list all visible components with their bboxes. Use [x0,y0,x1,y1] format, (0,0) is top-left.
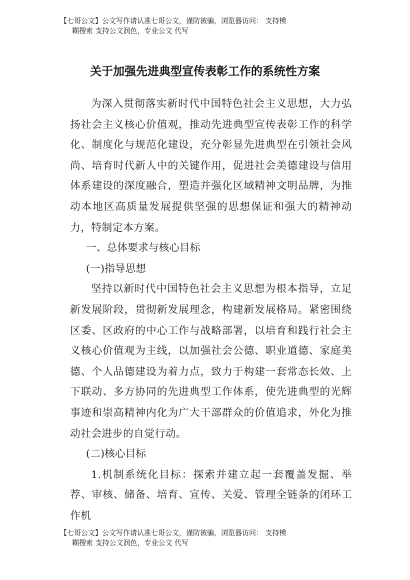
guiding-ideology-paragraph: 坚持以新时代中国特色社会主义思想为根本指导，立足新发展阶段，贯彻新发展理念，构建新发展格局。紧密围绕区委、区政府的中心工作与战略部署，以培育和践行社会主义核心价值观为主线，以加强社会公德、职业道德、家庭美德、个人品德建设为着力点，致力于构建一套常态长效、上下联动、多方协同的先进典型工作体系，使先进典型的光辉事迹和崇高精神内化为广大干部群众的价值追求，外化为推动社会进步的自觉行动。 [70,283,352,440]
goal-1-paragraph: 1.机制系统化目标：探索并建立起一套覆盖发掘、举荐、审核、储备、培育、宣传、关爱、管理全链条的闭环工作机 [70,468,352,522]
section-heading-1: 一、总体要求与核心目标 [86,242,201,255]
document-title: 关于加强先进典型宣传表彰工作的系统性方案 [90,64,320,78]
intro-paragraph: 为深入贯彻落实新时代中国特色社会主义思想，大力弘扬社会主义核心价值观，推动先进典型宣传表彰工作的科学化、制度化与规范化建设，充分彰显先进典型在引领社会风尚、培育时代新人中的关键作用，促进社会美德建设与信用体系建设的深度融合，塑造并强化区域精神文明品牌，为推动本地区高质量发展提供坚强的思想保证和强大的精神动力，特制定本方案。 [70,98,352,234]
subheading-guiding-ideology: (一)指导思想 [86,262,147,275]
document-body [70,94,352,526]
header-watermark-line-2: 糊搜索 支持公文润色，专业公文 代写 [72,27,189,35]
footer-watermark-line-1: 【七哥公文】公文写作请认准七哥公文，谨防被骗，浏览器访问： 支持模 [60,529,287,537]
header-watermark-line-1: 【七哥公文】公文写作请认准七哥公文，谨防被骗，浏览器访问： 支持模 [60,17,287,25]
header-watermark [60,16,370,36]
footer-watermark-line-2: 糊搜索 支持公文润色，专业公文 代写 [72,539,189,547]
subheading-core-goals: (二)核心目标 [86,448,147,461]
footer-watermark [60,528,370,548]
